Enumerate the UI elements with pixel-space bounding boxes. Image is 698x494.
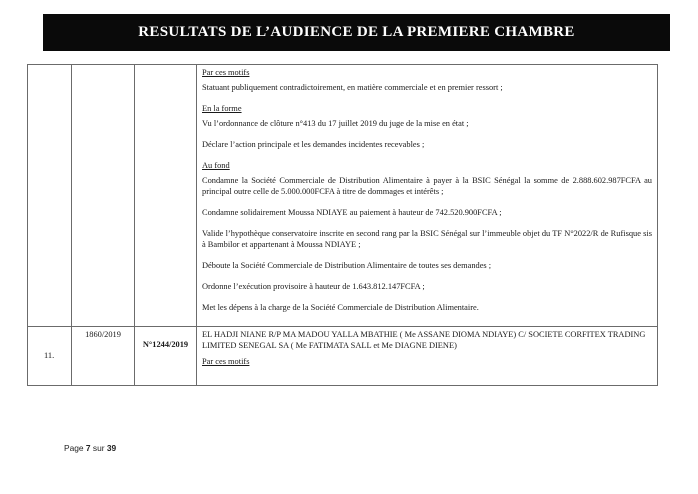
decision-paragraph: Déboute la Société Commerciale de Distribution Alimentaire de toutes ses demandes ;: [202, 261, 492, 270]
current-page: 7: [85, 443, 91, 453]
case-number: N°1244/2019: [142, 340, 189, 349]
footer-prefix: Page: [64, 443, 86, 453]
total-pages: 39: [106, 443, 117, 453]
parties-text: EL HADJI NIANE R/P MA MADOU YALLA MBATHIE ( Me ASSANE DIOMA NDIAYE) C/ SOCIETE CORFITEX TRADING LIMITED SENEGAL SA ( Me FATIMATA SALL et Me DIAGNE DIENE): [202, 330, 646, 350]
case-number-cell: [135, 65, 197, 327]
table-row: [28, 327, 658, 386]
row-number: 11.: [44, 351, 55, 360]
parties-cell: [197, 327, 658, 386]
row-number-cell: [28, 327, 72, 386]
role-number-cell: [72, 65, 135, 327]
decision-paragraph: Valide l’hypothèque conservatoire inscrite en second rang par la BSIC Sénégal sur l’immeuble objet du TF N°2022/R de Rufisque sis à Bambilor et appartenant à Moussa NDIAYE ;: [202, 229, 652, 249]
decision-paragraph: Condamne solidairement Moussa NDIAYE au paiement à hauteur de 742.520.900FCFA ;: [202, 208, 502, 217]
footer-middle: sur: [90, 443, 107, 453]
decision-paragraph: Met les dépens à la charge de la Société Commerciale de Distribution Alimentaire.: [202, 303, 479, 312]
decision-paragraph: Condamne la Société Commerciale de Distribution Alimentaire à payer à la BSIC Sénégal la somme de 2.888.602.987FCFA au principal outre celle de 5.000.000FCFA à titre de dommages et intérêts ;: [202, 176, 652, 196]
section-heading: Au fond: [202, 161, 230, 170]
role-number-cell: [72, 327, 135, 386]
decision-paragraph: Ordonne l’exécution provisoire à hauteur de 1.643.812.147FCFA ;: [202, 282, 425, 291]
section-heading: En la forme: [202, 104, 242, 113]
case-number-cell: [135, 327, 197, 386]
row-number-cell: [28, 65, 72, 327]
decision-paragraph: Statuant publiquement contradictoirement, en matière commerciale et en premier ressort ;: [202, 83, 503, 92]
role-number: 1860/2019: [85, 330, 121, 339]
results-table: [27, 64, 658, 386]
decision-cell: [197, 65, 658, 327]
decision-paragraph: Déclare l’action principale et les demandes incidentes recevables ;: [202, 140, 425, 149]
section-heading: Par ces motifs: [202, 68, 250, 77]
page-title: RESULTATS DE L’AUDIENCE DE LA PREMIERE CHAMBRE: [138, 24, 575, 40]
table-row: [28, 65, 658, 327]
motifs-heading: Par ces motifs: [202, 357, 250, 366]
decision-paragraph: Vu l’ordonnance de clôture n°413 du 17 juillet 2019 du juge de la mise en état ;: [202, 119, 469, 128]
page-footer: [64, 443, 116, 453]
decision-text: [197, 65, 657, 313]
page-header-banner: [43, 14, 670, 51]
